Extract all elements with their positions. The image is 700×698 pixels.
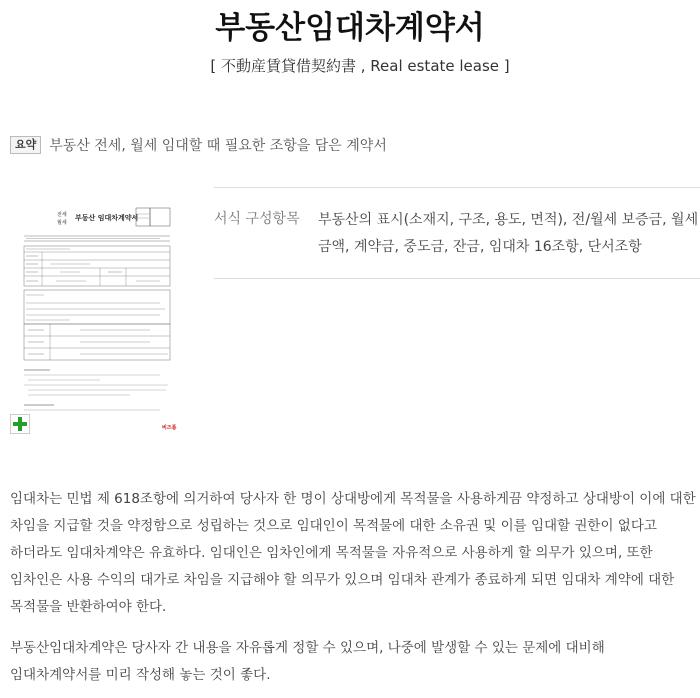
description-paragraph-2: 부동산임대차계약은 당사자 간 내용을 자유롭게 정할 수 있으며, 나중에 발생할 수 있는 문제에 대비해 임대차계약서를 미리 작성해 놓는 것이 좋다. <box>10 640 605 683</box>
summary-badge: 요약 <box>10 136 41 154</box>
thumb-doc-title: 부동산 임대차계약서 <box>75 214 139 222</box>
add-button[interactable] <box>10 414 30 434</box>
plus-icon-hbar <box>13 422 27 426</box>
thumb-logo: 비즈폼 <box>162 425 177 431</box>
thumb-stamp-box-2 <box>150 208 170 226</box>
description-paragraph-1: 임대차는 민법 제 618조항에 의거하여 당사자 한 명이 상대방에게 목적물을 사용하게끔 약정하고 상대방이 이에 대한 차임을 지급할 것을 약정함으로 성립하는 것으로 임대인이 목적물에 대한 소유권 및 이를 임대할 권한이 없다고 하더라도 임대차계약은 유효하다. 임대인은 임차인에게 목적물을 자유적으로 사용하게 할 의무가 있으며, 또한 임차인은 사용 수익의 대가로 차임을 지급해야 할 의무가 있으며 임대차 관계가 종료하게 되면 임대차 계약에 대한 목적물을 반환하여야 한다. <box>10 491 696 615</box>
document-preview-image <box>10 200 190 440</box>
thumb-header-left-2: 월세 <box>57 220 67 226</box>
form-info-value: 부동산의 표시(소재지, 구조, 용도, 면적), 전/월세 보증금, 월세금액, 계약금, 중도금, 잔금, 임대차 16조항, 단서조항 <box>318 212 699 255</box>
form-info-label: 서식 구성항목 <box>214 211 300 227</box>
plus-icon <box>13 417 27 431</box>
form-info-box <box>214 187 700 279</box>
document-thumbnail[interactable] <box>10 200 190 440</box>
thumb-header-left-1: 전세 <box>57 212 67 218</box>
page-title: 부동산임대차계약서 <box>215 10 485 46</box>
page-subtitle: [ 不動産賃貸借契約書 , Real estate lease ] <box>210 57 510 75</box>
thumb-table-2 <box>24 290 170 324</box>
summary-text: 부동산 전세, 월세 임대할 때 필요한 조항을 담은 계약서 <box>49 138 387 154</box>
summary-row <box>10 134 387 156</box>
